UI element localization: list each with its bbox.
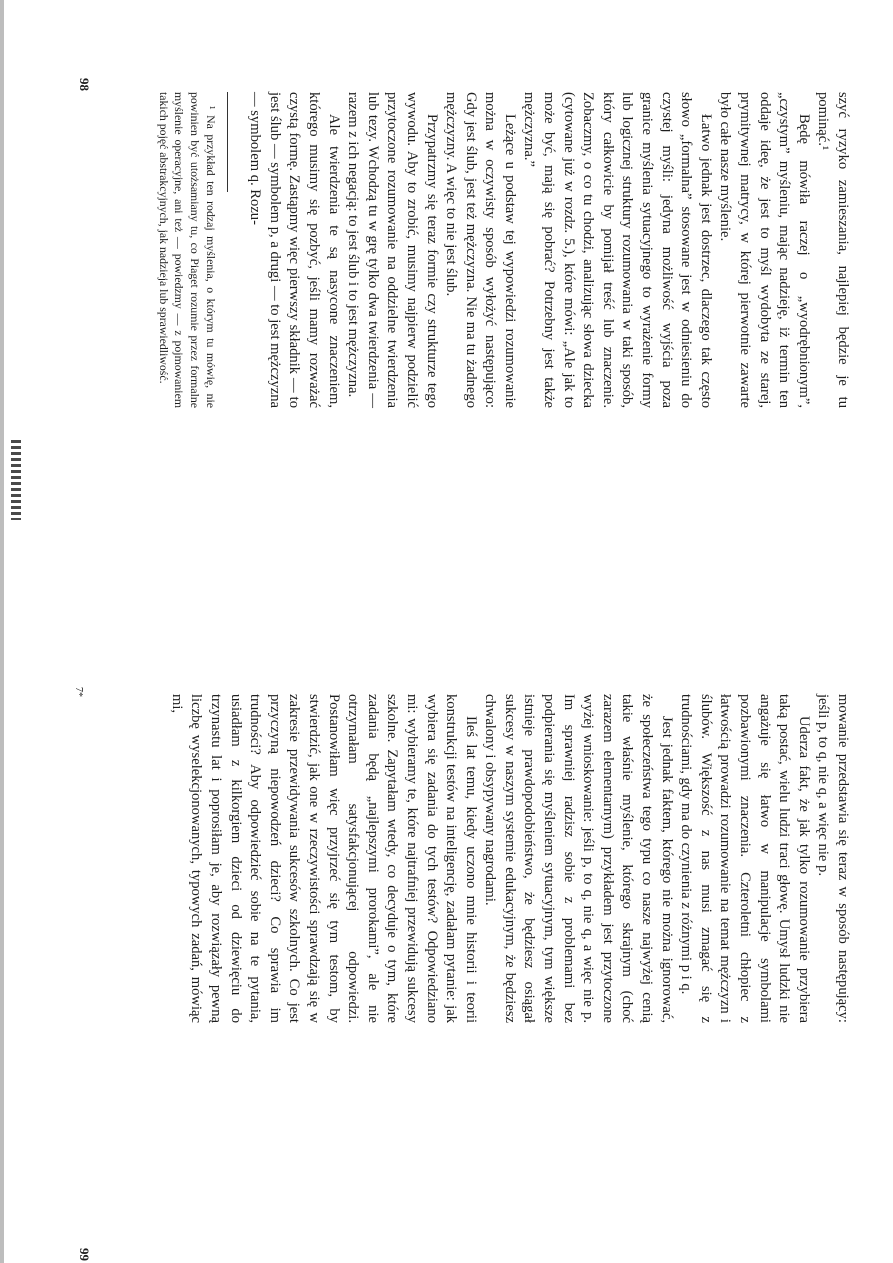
paragraph: Uderza fakt, że jak tylko rozumowanie przybiera taką postać, wielu ludzi traci głowę. Umysł ludzki nie angażuje się łatwo w manipulacje symbolami pozbawionymi znaczenia. Czteroletni chłopiec z łatwością prowadzi rozumowanie na temat mężczyzn i ślubów. Większość z nas musi zmagać się z trudnościami, gdy ma do czynienia z różnymi p i q.: [678, 694, 812, 1023]
paragraph: Ale twierdzenia te są nasycone znaczeniem, którego musimy się pozbyć, jeśli mamy rozważać czystą formę. Zastąpmy więc pierwszy składnik — to jest ślub — symbolem p, a drugi — to jest mężczyzna — symbolem q. Rozu-: [247, 92, 342, 408]
scan-border: [0, 0, 4, 1263]
paragraph: Łatwo jednak jest dostrzec, dlaczego tak często słowo „formalna” stosowane jest w odniesieniu do czystej myśli: jedyna możliwość wyjścia poza granice myślenia sytuacyjnego to wyrażenie formy lub logicznej struktury rozumowania w taki sposób, który całkowicie by pomijał treść lub znaczenie. Zobaczmy, o co tu chodzi, analizując słowa dziecka (cytowane już w rozdz. 5.), które mówi: „Ale jak to może być, mają się pobrać? Potrzebny jest także mężczyzna.”: [521, 92, 714, 408]
paragraph: Leżące u podstaw tej wypowiedzi rozumowanie można w oczywisty sposób wyłożyć następująco: Gdy jest ślub, jest też mężczyzna. Nie ma tu żadnego mężczyzny. A więc to nie jest ślub.: [443, 92, 518, 408]
page-number-right: 99: [77, 1248, 92, 1261]
gutter-fold-mark: [11, 440, 21, 520]
book-page-left: [155, 92, 852, 408]
paragraph: Ileś lat temu, kiedy uczono mnie historii i teorii konstrukcji testów na inteligencję, zadałam pytanie: jak wybiera się zadania do tych testów? Odpowiedziano mi: wybieramy te, które najtrafniej przewidują sukcesy szkolne. Zapytałam wtedy, co decyduje o tym, które zadania będą „najlepszymi prorokami”, ale nie otrzymałam satysfakcjonującej odpowiedzi. Postanowiłam więc przyjrzeć się tym testom, by stwierdzić, jak one w rzeczywistości sprawdzają się w zakresie przewidywania sukcesów szkolnych. Co jest przyczyną niepowodzeń dzieci? Co sprawia im trudności? Aby odpowiedzieć sobie na te pytania, usiadłam z kilkorgiem dzieci od dziewięciu do trzynastu lat i poprosiłam je, aby rozwiązały pewną liczbę wyselekcjonowanych, typowych zadań, mówiąc mi,: [168, 694, 479, 1023]
paragraph: mowanie przedstawia się teraz w sposób następujący: jeśli p, to q, nie q, a więc nie p.: [815, 694, 851, 1023]
footnote-rule: [227, 92, 228, 192]
left-page-body: [245, 92, 852, 408]
paragraph: Przypatrzmy się teraz formie czy strukturze tego wywodu. Aby to zrobić, musimy najpierw podzielić przytoczone rozumowanie na oddzielne twierdzenia lub tezy. Wchodzą tu w grę tylko dwa twierdzenia — razem z ich negacją: to jest ślub i to jest mężczyzna.: [345, 92, 440, 408]
paragraph: szyć ryzyko zamieszania, najlepiej będzie je tu pominąć.¹: [815, 92, 851, 408]
book-page-right: [166, 694, 852, 1023]
right-page-body: [166, 694, 852, 1023]
signature-mark: 7*: [73, 687, 84, 697]
paragraph: Jest jednak faktem, którego nie można ignorować, że społeczeństwa tego typu co nasze najwyżej cenią takie właśnie myślenie, którego skrajnym (choć zarazem elementarnym) przykładem jest przytoczone wyżej wnioskowanie: jeśli p, to q, nie q, a więc nie p. Im sprawniej radzisz sobie z problemami bez podpierania się myśleniem sytuacyjnym, tym większe istnieje prawdopodobieństwo, że będziesz osiągał sukcesy w naszym systemie edukacyjnym, że będziesz chwalony i obsypywany nagrodami.: [482, 694, 675, 1023]
page-number-left: 98: [77, 78, 92, 91]
footnote: [155, 92, 217, 408]
paragraph: Będę mówiła raczej o „wyodrębnionym”, „czystym” myśleniu, mając nadzieję, iż termin ten oddaje ideę, że jest to myśl wydobyta ze starej, prymitywnej matrycy, w której pierwotnie zawarte było całe nasze myślenie.: [717, 92, 812, 408]
footnote-text: ¹ Na przykład ten rodzaj myślenia, o którym tu mówię, nie powinien być utożsamiany tu, co Piaget rozumie przez formalne myślenie operacyjne, ani też — powiedzmy — z pojmowaniem takich pojęć abstrakcyjnych, jak nadzieja lub sprawiedliwość.: [156, 92, 218, 408]
